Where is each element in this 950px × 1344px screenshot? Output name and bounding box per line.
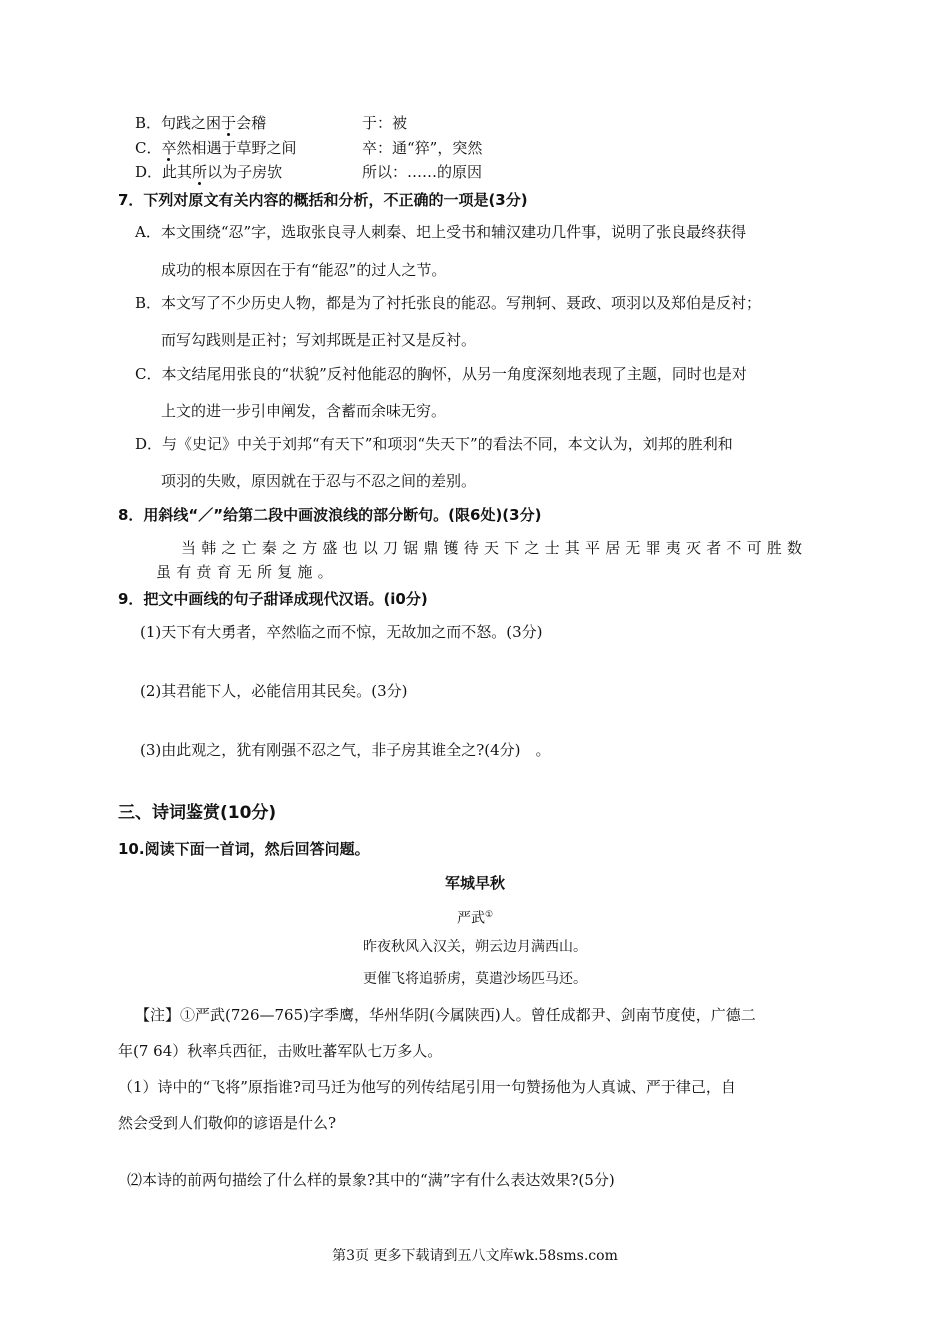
- poem-author-footnote-mark: ①: [484, 910, 494, 920]
- q6-c-label: C．: [135, 139, 162, 157]
- q6-c-dotted-char: 卒: [161, 139, 177, 157]
- q7-title: 7．下列对原文有关内容的概括和分析，不正确的一项是(3分): [118, 191, 528, 209]
- q6-c-gloss: 卒：通“猝”，突然: [362, 139, 483, 157]
- q7-option-d-line2: 项羽的失败，原因就在于忍与不忍之间的差别。: [161, 472, 477, 490]
- q7-option-b-line2: 而写勾践则是正衬；写刘邦既是正衬又是反衬。: [161, 331, 477, 349]
- poem-title: 军城早秋: [444, 874, 505, 892]
- q7-option-c-line2: 上文的进一步引申阐发，含蓄而余味无穷。: [161, 402, 447, 420]
- page-footer: 第3页 更多下载请到五八文库wk.58sms.com: [332, 1248, 618, 1264]
- q8-passage-line2: 虽有贲育无所复施。: [156, 563, 338, 581]
- q6-b-post: 会稽: [236, 114, 267, 132]
- poem-line-2: 更催飞将追骄虏，莫遣沙场匹马还。: [363, 971, 587, 987]
- q9-title: 9．把文中画线的句子甜译成现代汉语。(i0分): [118, 590, 428, 608]
- note-bracket: 【注】: [135, 1006, 181, 1024]
- note-line2: 年(7 64）秋率兵西征，击败吐蕃军队七万多人。: [118, 1042, 443, 1060]
- q7-option-b-line1: B．本文写了不少历史人物，都是为了衬托张良的能忍。写荆轲、聂政、项羽以及郑伯是反衬；: [135, 294, 762, 312]
- note-line1: [135, 1005, 756, 1025]
- q6-d-pre: 此其: [162, 163, 193, 181]
- poem-line-1: 昨夜秋风入汉关，朔云边月满西山。: [363, 939, 587, 955]
- q8-passage-line1: 当韩之亡秦之方盛也以刀锯鼎镬待天下之士其平居无罪夷灭者不可胜数: [181, 539, 808, 557]
- note-text-1: ①严武(726—765)字季鹰，华州华阴(今属陕西)人。曾任成都尹、剑南节度使，广德二: [180, 1006, 756, 1024]
- q6-option-c: [0, 138, 950, 158]
- q6-d-gloss: 所以：……的原因: [362, 163, 483, 181]
- q6-b-pre: 句践之困: [161, 114, 222, 132]
- q7-option-a-line2: 成功的根本原因在于有“能忍”的过人之节。: [161, 261, 447, 279]
- poem-author: [0, 905, 950, 929]
- q6-b-gloss: 于：被: [362, 114, 408, 132]
- q6-d-post: 以为子房欤: [207, 163, 283, 181]
- q9-sentence-1: (1)天下有大勇者，卒然临之而不惊，无故加之而不怒。(3分): [140, 623, 543, 641]
- q10-title: 10.阅读下面一首词，然后回答问题。: [118, 840, 370, 858]
- q6-d-label: D．: [135, 163, 163, 181]
- q7-option-c-line1: C．本文结尾用张良的“状貌”反衬他能忍的胸怀，从另一角度深刻地表现了主题，同时也是对: [135, 365, 747, 383]
- q6-d-dotted-char: 所: [192, 163, 208, 181]
- q6-option-b: [0, 113, 950, 133]
- q8-title: 8．用斜线“／”给第二段中画波浪线的部分断句。(限6处)(3分): [118, 506, 542, 524]
- q6-b-dotted-char: 于: [221, 114, 237, 132]
- q6-b-label: B．: [135, 114, 162, 132]
- poem-author-name: 严武: [456, 910, 485, 927]
- q6-c-post: 然相遇于草野之间: [176, 139, 297, 157]
- q10-sub1-line2: 然会受到人们敬仰的谚语是什么?: [118, 1114, 337, 1132]
- q10-sub2: ⑵本诗的前两句描绘了什么样的景象?其中的“满”字有什么表达效果?(5分): [127, 1171, 615, 1189]
- q10-sub1-line1: （1）诗中的“飞将”原指谁?司马迁为他写的列传结尾引用一句赞扬他为人真诚、严于律己，自: [118, 1078, 736, 1096]
- q7-option-d-line1: D．与《史记》中关于刘邦“有天下”和项羽“失天下”的看法不同，本文认为，刘邦的胜利和: [135, 435, 733, 453]
- q9-sentence-2: (2)其君能下人，必能信用其民矣。(3分): [140, 682, 408, 700]
- q9-sentence-3: (3)由此观之，犹有刚强不忍之气，非子房其谁全之?(4分) 。: [140, 741, 551, 759]
- q7-option-a-line1: A．本文围绕“忍”字，选取张良寻人刺秦、圯上受书和辅汉建功几件事，说明了张良最终获得: [135, 223, 747, 241]
- section3-heading: 三、诗词鉴赏(10分): [118, 803, 277, 823]
- q6-option-d: [0, 162, 950, 182]
